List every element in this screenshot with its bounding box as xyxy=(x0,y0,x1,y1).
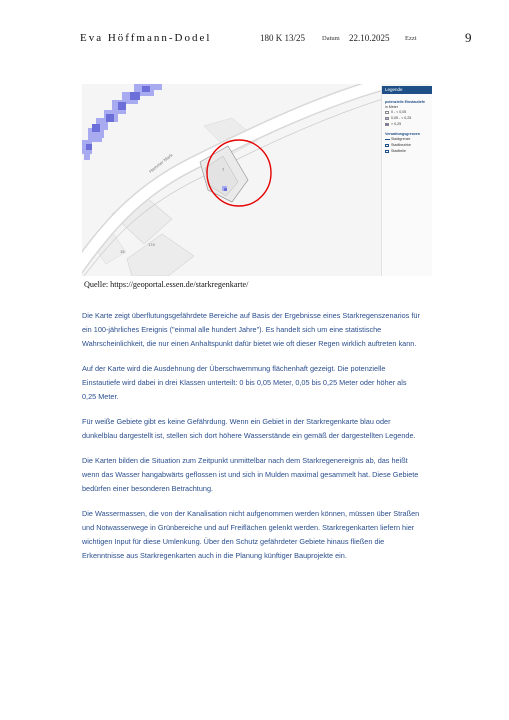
legend-section-admin-title: Verwaltungsgrenzen xyxy=(385,132,420,136)
paragraph: Die Karten bilden die Situation zum Zeitpunkt unmittelbar nach dem Starkregenereignis ab, das heißt wenn das Wasser hangabwärts geflossen ist und sich in Mulden maximal gesammelt hat. Diese Gebiete bedürfen einer besonderen Betrachtung. xyxy=(82,456,419,493)
author-name: Eva Höffmann-Dodel xyxy=(80,32,212,44)
map-legend xyxy=(381,86,432,276)
legend-swatch-white xyxy=(385,111,389,114)
street-label: Hammer Mark xyxy=(148,152,174,174)
paragraph: Die Karte zeigt überflutungsgefährdete Bereiche auf Basis der Ergebnisse eines Starkregenszenarios für ein 100-jährliches Ereignis ("einmal alle hundert Jahre"). Es handelt sich um eine statistische Wahrscheinlichkeit, die nur einen Anhaltspunkt dafür bietet wie oft dieser Regen wirklich auftreten kann. xyxy=(82,311,420,348)
legend-section-depth-title: potenzielle Einstautiefe xyxy=(385,100,425,104)
paragraph: Auf der Karte wird die Ausdehnung der Überschwemmung flächenhaft gezeigt. Die potenzielle Einstautiefe wird dabei in drei Klassen unterteilt: 0 bis 0,05 Meter, 0,05 bis 0,25 Meter oder höher als 0,25 Meter. xyxy=(82,364,407,401)
paragraph: Für weiße Gebiete gibt es keine Gefährdung. Wenn ein Gebiet in der Starkregenkarte blau oder dunkelblau dargestellt ist, stellen sich dort höhere Wasserstände ein gemäß der dargestellten Legende. xyxy=(82,417,416,440)
extra-label: Ezzt xyxy=(405,35,417,42)
date-label: Datum xyxy=(322,35,340,42)
house-number: 174 xyxy=(148,242,155,247)
case-reference: 180 K 13/25 xyxy=(260,33,305,43)
legend-box-symbol xyxy=(385,144,389,147)
legend-header xyxy=(382,86,432,94)
flood-risk-map xyxy=(82,84,431,276)
legend-admin-item: Stadtgrenze xyxy=(391,137,411,141)
legend-line-symbol xyxy=(385,139,390,140)
page-number: 9 xyxy=(465,30,472,45)
legend-item: 0,05 - < 0,25 xyxy=(391,116,412,120)
legend-title: Legende xyxy=(385,87,403,92)
legend-depth-unit: in Meter xyxy=(385,105,398,109)
legend-swatch-dark-blue xyxy=(385,123,389,126)
document-header xyxy=(0,32,509,48)
legend-admin-item: Stadtbezirke xyxy=(391,143,411,147)
map-background xyxy=(82,84,431,276)
map-source-caption: Quelle: https://geoportal.essen.de/starkregenkarte/ xyxy=(84,280,249,289)
legend-admin-item: Stadtteile xyxy=(391,149,406,153)
legend-box-symbol xyxy=(385,150,389,153)
house-number: 15 xyxy=(120,249,125,254)
document-date: 22.10.2025 xyxy=(349,33,390,43)
legend-swatch-light-blue xyxy=(385,117,389,120)
map-graphic xyxy=(82,84,431,276)
legend-item: 0 - < 0,05 xyxy=(391,110,407,114)
parcel-number: 7 xyxy=(222,167,225,172)
body-text xyxy=(82,309,422,574)
paragraph: Die Wassermassen, die von der Kanalisation nicht aufgenommen werden können, müssen über Straßen und Notwasserwege in Grünbereiche und auf Freiflächen gelenkt werden. Starkregenkarten liefern hier wichtigen Input für diese Umlenkung. Über den Schutz gefährdeter Gebiete hinaus fließen die Erkenntnisse aus Starkregenkarten auch in die Planung künftiger Bauprojekte ein. xyxy=(82,509,420,560)
legend-item: > 0,25 xyxy=(391,122,402,126)
